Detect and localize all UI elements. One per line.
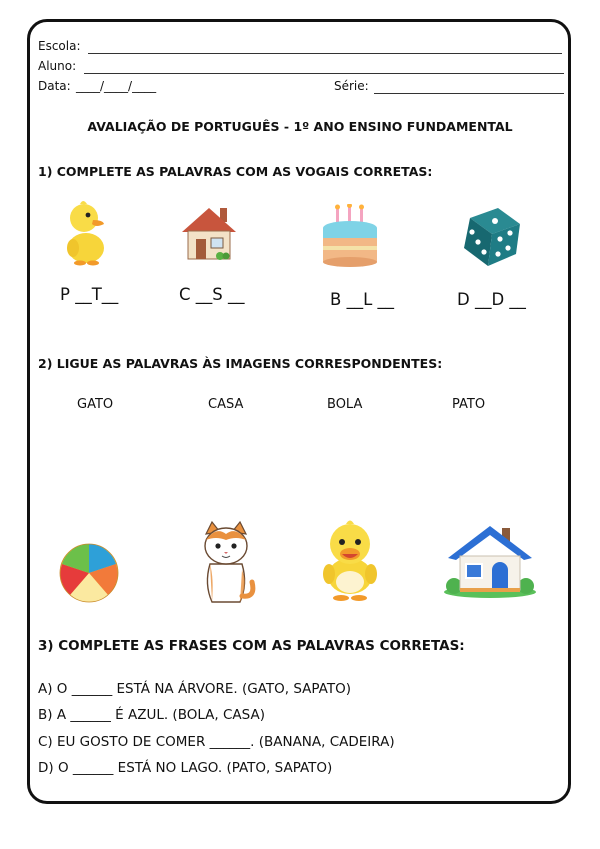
page-title: AVALIAÇÃO DE PORTUGUÊS - 1º ANO ENSINO FUNDAMENTAL bbox=[87, 119, 513, 134]
duck-icon bbox=[320, 518, 380, 602]
birthday-cake-icon bbox=[320, 204, 380, 268]
student-label: Aluno: bbox=[38, 59, 77, 73]
word-casa: CASA bbox=[208, 397, 244, 412]
sentence-b: B) A ______ É AZUL. (BOLA, CASA) bbox=[38, 707, 265, 723]
word-blank-1: P __T__ bbox=[60, 285, 119, 304]
section3-heading: 3) COMPLETE AS FRASES COM AS PALAVRAS CORRETAS: bbox=[38, 638, 465, 654]
grade-label: Série: bbox=[334, 79, 369, 93]
date-label: Data: bbox=[38, 79, 71, 93]
school-label: Escola: bbox=[38, 39, 81, 53]
word-gato: GATO bbox=[77, 397, 114, 412]
word-blank-2: C __S __ bbox=[179, 285, 245, 304]
beach-ball-icon bbox=[58, 542, 120, 604]
word-bola: BOLA bbox=[327, 397, 363, 412]
student-field[interactable] bbox=[84, 73, 564, 74]
sentence-d: D) O ______ ESTÁ NO LAGO. (PATO, SAPATO) bbox=[38, 760, 333, 776]
school-field[interactable] bbox=[88, 53, 562, 54]
house-icon bbox=[180, 204, 238, 262]
cat-icon bbox=[196, 520, 256, 604]
duckling-icon bbox=[60, 198, 110, 268]
sentence-a: A) O ______ ESTÁ NA ÁRVORE. (GATO, SAPATO) bbox=[38, 681, 351, 697]
dice-icon bbox=[458, 204, 524, 270]
word-blank-4: D __D __ bbox=[457, 290, 526, 309]
section2-heading: 2) LIGUE AS PALAVRAS ÀS IMAGENS CORRESPONDENTES: bbox=[38, 356, 443, 371]
section1-heading: 1) COMPLETE AS PALAVRAS COM AS VOGAIS CORRETAS: bbox=[38, 164, 433, 179]
word-pato: PATO bbox=[452, 397, 486, 412]
grade-field[interactable] bbox=[374, 93, 564, 94]
date-field[interactable]: ____/____/____ bbox=[76, 79, 157, 93]
sentence-c: C) EU GOSTO DE COMER ______. (BANANA, CADEIRA) bbox=[38, 734, 395, 750]
word-blank-3: B __L __ bbox=[330, 290, 395, 309]
blue-house-icon bbox=[442, 522, 538, 598]
